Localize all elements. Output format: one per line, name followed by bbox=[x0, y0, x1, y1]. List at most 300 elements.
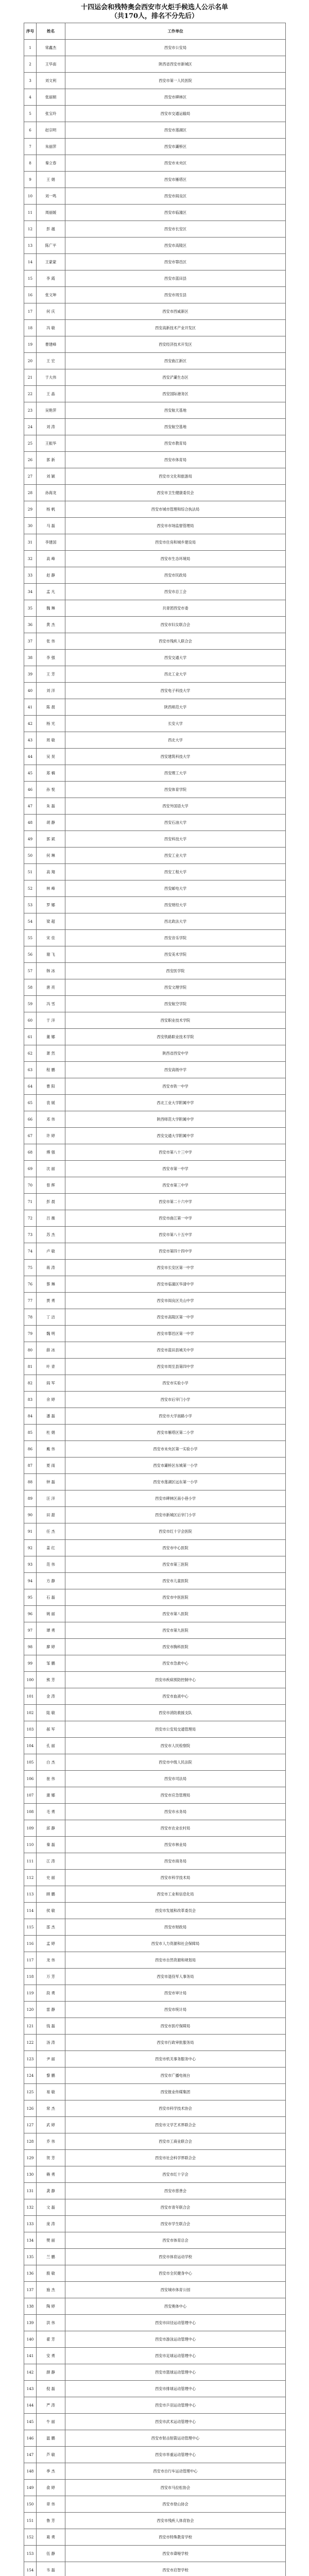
cell-name: 汪 洋 bbox=[37, 1490, 65, 1507]
table-row bbox=[24, 2084, 286, 2100]
cell-unit: 西安市雁塔区第二小学 bbox=[65, 1425, 286, 1441]
cell-name: 胡 静 bbox=[37, 815, 65, 831]
cell-name: 彭 越 bbox=[37, 221, 65, 238]
cell-seq: 25 bbox=[24, 435, 37, 452]
table-row bbox=[24, 1606, 286, 1622]
cell-unit: 西安市自然资源和规划局 bbox=[65, 1952, 286, 1969]
cell-seq: 113 bbox=[24, 1886, 37, 1903]
table-row bbox=[24, 2414, 286, 2430]
cell-name: 朱丽萍 bbox=[37, 139, 65, 155]
cell-name: 金 涛 bbox=[37, 1688, 65, 1705]
cell-name: 李 霞 bbox=[37, 270, 65, 287]
table-row bbox=[24, 1177, 286, 1194]
cell-unit: 西安市总工会 bbox=[65, 584, 286, 600]
cell-seq: 143 bbox=[24, 2381, 37, 2397]
cell-name: 卢 敏 bbox=[37, 1243, 65, 1260]
cell-seq: 65 bbox=[24, 1095, 37, 1111]
cell-seq: 28 bbox=[24, 485, 37, 501]
cell-unit: 西安建筑科技大学 bbox=[65, 749, 286, 765]
table-row bbox=[24, 2430, 286, 2447]
cell-name: 江 涛 bbox=[37, 1853, 65, 1870]
cell-seq: 5 bbox=[24, 106, 37, 122]
cell-seq: 76 bbox=[24, 1276, 37, 1293]
cell-unit: 西安理工大学 bbox=[65, 765, 286, 782]
cell-seq: 124 bbox=[24, 2067, 37, 2084]
cell-name: 王 宏 bbox=[37, 353, 65, 369]
cell-seq: 53 bbox=[24, 897, 37, 913]
table-row bbox=[24, 683, 286, 699]
cell-seq: 121 bbox=[24, 2018, 37, 2035]
cell-seq: 67 bbox=[24, 1128, 37, 1144]
cell-seq: 64 bbox=[24, 1078, 37, 1095]
cell-seq: 2 bbox=[24, 56, 37, 73]
table-row bbox=[24, 897, 286, 913]
cell-seq: 9 bbox=[24, 172, 37, 188]
table-row bbox=[24, 2100, 286, 2117]
cell-name: 季 杰 bbox=[37, 2463, 65, 2480]
cell-unit: 西安市特殊教育学校 bbox=[65, 2529, 286, 2546]
cell-name: 周 敏 bbox=[37, 732, 65, 749]
cell-name: 萧 然 bbox=[37, 1045, 65, 1062]
cell-name: 朱 磊 bbox=[37, 798, 65, 815]
table-row bbox=[24, 1919, 286, 1936]
table-row bbox=[24, 2496, 286, 2513]
table-row bbox=[24, 73, 286, 89]
cell-name: 方 静 bbox=[37, 1573, 65, 1589]
cell-name: 康 娜 bbox=[37, 1787, 65, 1804]
cell-unit: 西安市临潼区华清中学 bbox=[65, 1276, 286, 1293]
cell-name: 吴艳萍 bbox=[37, 402, 65, 419]
cell-name: 王华南 bbox=[37, 56, 65, 73]
table-row bbox=[24, 1523, 286, 1540]
cell-unit: 西安国际港务区 bbox=[65, 386, 286, 402]
cell-unit: 西安市第三中学 bbox=[65, 1177, 286, 1194]
cell-unit: 西安市城市管理和综合执法局 bbox=[65, 501, 286, 518]
cell-unit: 西安市妇女联合会 bbox=[65, 617, 286, 633]
cell-seq: 98 bbox=[24, 1639, 37, 1655]
table-row bbox=[24, 1425, 286, 1441]
cell-seq: 136 bbox=[24, 2265, 37, 2282]
table-row bbox=[24, 402, 286, 419]
table-row bbox=[24, 2480, 286, 2496]
table-row bbox=[24, 1095, 286, 1111]
cell-unit: 西安市教育局 bbox=[65, 435, 286, 452]
cell-name: 彭 晨 bbox=[37, 1194, 65, 1210]
cell-seq: 147 bbox=[24, 2447, 37, 2463]
table-row bbox=[24, 139, 286, 155]
table-row bbox=[24, 1589, 286, 1606]
cell-seq: 61 bbox=[24, 1029, 37, 1045]
cell-seq: 20 bbox=[24, 353, 37, 369]
table-row bbox=[24, 1705, 286, 1721]
cell-unit: 西安市实验小学 bbox=[65, 1375, 286, 1392]
cell-seq: 129 bbox=[24, 2150, 37, 2166]
cell-unit: 西安市聋哑学校 bbox=[65, 2546, 286, 2562]
cell-unit: 西安市体育局 bbox=[65, 452, 286, 468]
cell-unit: 西安市登山协会 bbox=[65, 2496, 286, 2513]
cell-unit: 西安市林业局 bbox=[65, 1837, 286, 1853]
table-row bbox=[24, 567, 286, 584]
cell-seq: 80 bbox=[24, 1342, 37, 1359]
table-row bbox=[24, 2529, 286, 2546]
cell-name: 潘 磊 bbox=[37, 1408, 65, 1425]
cell-unit: 西安市中心医院 bbox=[65, 1540, 286, 1556]
cell-seq: 72 bbox=[24, 1210, 37, 1227]
header-name: 姓名 bbox=[37, 23, 65, 40]
cell-name: 张丽娟 bbox=[37, 89, 65, 106]
table-row bbox=[24, 749, 286, 765]
document-title bbox=[0, 0, 309, 21]
table-row bbox=[24, 1853, 286, 1870]
cell-unit: 西安市莲湖区远东第一小学 bbox=[65, 1474, 286, 1490]
table-row bbox=[24, 485, 286, 501]
table-header-row bbox=[24, 23, 286, 40]
table-row bbox=[24, 1672, 286, 1688]
cell-seq: 36 bbox=[24, 617, 37, 633]
table-row bbox=[24, 2199, 286, 2216]
cell-seq: 79 bbox=[24, 1326, 37, 1342]
table-row bbox=[24, 1886, 286, 1903]
table-row bbox=[24, 1556, 286, 1573]
cell-unit: 西安高新技术产业开发区 bbox=[65, 320, 286, 336]
cell-name: 任 杰 bbox=[37, 1523, 65, 1540]
table-row bbox=[24, 2463, 286, 2480]
table-row bbox=[24, 270, 286, 287]
cell-seq: 142 bbox=[24, 2364, 37, 2381]
cell-unit: 西安市财政局 bbox=[65, 1919, 286, 1936]
cell-seq: 135 bbox=[24, 2249, 37, 2265]
cell-name: 熊 芳 bbox=[37, 1672, 65, 1688]
cell-seq: 145 bbox=[24, 2414, 37, 2430]
cell-name: 于 洋 bbox=[37, 1012, 65, 1029]
cell-seq: 96 bbox=[24, 1606, 37, 1622]
cell-seq: 66 bbox=[24, 1111, 37, 1128]
cell-unit: 西安市未央区 bbox=[65, 155, 286, 172]
table-row bbox=[24, 1458, 286, 1474]
cell-unit: 西安市射击射箭运动管理中心 bbox=[65, 2430, 286, 2447]
table-row bbox=[24, 551, 286, 567]
cell-name: 赵宗明 bbox=[37, 122, 65, 139]
cell-name: 沈 丽 bbox=[37, 1161, 65, 1177]
cell-unit: 西安市退役军人事务局 bbox=[65, 1969, 286, 1985]
table-row bbox=[24, 946, 286, 963]
cell-seq: 44 bbox=[24, 749, 37, 765]
cell-unit: 西安美术学院 bbox=[65, 946, 286, 963]
table-row bbox=[24, 1507, 286, 1523]
table-row bbox=[24, 1375, 286, 1392]
cell-name: 石 磊 bbox=[37, 1589, 65, 1606]
cell-seq: 117 bbox=[24, 1952, 37, 1969]
cell-seq: 150 bbox=[24, 2496, 37, 2513]
cell-unit: 西安工业大学 bbox=[65, 848, 286, 864]
cell-unit: 西安外国语大学 bbox=[65, 798, 286, 815]
cell-name: 冯 敏 bbox=[37, 320, 65, 336]
cell-name: 苏 杰 bbox=[37, 1227, 65, 1243]
cell-seq: 14 bbox=[24, 254, 37, 270]
cell-unit: 西安市残疾人联合会 bbox=[65, 633, 286, 650]
table-row bbox=[24, 1309, 286, 1326]
cell-name: 许 婷 bbox=[37, 1128, 65, 1144]
table-row bbox=[24, 1276, 286, 1293]
cell-name: 高 翔 bbox=[37, 864, 65, 880]
table-row bbox=[24, 2150, 286, 2166]
cell-unit: 西安市体育运动学校 bbox=[65, 2249, 286, 2265]
cell-seq: 137 bbox=[24, 2282, 37, 2298]
table-row bbox=[24, 1540, 286, 1556]
cell-unit: 西安市足球运动管理中心 bbox=[65, 2348, 286, 2364]
table-row bbox=[24, 1639, 286, 1655]
cell-name: 孟 凡 bbox=[37, 584, 65, 600]
cell-unit: 西安市第一中学 bbox=[65, 1161, 286, 1177]
table-row bbox=[24, 1045, 286, 1062]
cell-seq: 24 bbox=[24, 419, 37, 435]
cell-seq: 55 bbox=[24, 930, 37, 946]
cell-seq: 33 bbox=[24, 567, 37, 584]
cell-unit: 陕西师范大学 bbox=[65, 699, 286, 716]
table-row bbox=[24, 1194, 286, 1210]
cell-unit: 西安医学院 bbox=[65, 963, 286, 979]
table-row bbox=[24, 419, 286, 435]
cell-seq: 99 bbox=[24, 1655, 37, 1672]
cell-unit: 西安市科学技术协会 bbox=[65, 2100, 286, 2117]
cell-unit: 西安市卫生健康委员会 bbox=[65, 485, 286, 501]
cell-seq: 106 bbox=[24, 1771, 37, 1787]
cell-name: 崔 伟 bbox=[37, 1771, 65, 1787]
cell-seq: 110 bbox=[24, 1837, 37, 1853]
table-row bbox=[24, 1342, 286, 1359]
cell-unit: 西安市消防救援支队 bbox=[65, 1705, 286, 1721]
table-row bbox=[24, 782, 286, 798]
title-line-2: （共170人，排名不分先后） bbox=[110, 12, 199, 20]
table-row bbox=[24, 56, 286, 73]
cell-unit: 陕西师范大学附属中学 bbox=[65, 1111, 286, 1128]
cell-name: 吕 薇 bbox=[37, 1210, 65, 1227]
table-row bbox=[24, 2249, 286, 2265]
cell-unit: 西安市科学技术局 bbox=[65, 1870, 286, 1886]
cell-unit: 西安市马拉松协会 bbox=[65, 2480, 286, 2496]
cell-seq: 144 bbox=[24, 2397, 37, 2414]
cell-name: 孙海龙 bbox=[37, 485, 65, 501]
cell-unit: 西安市灞桥区东城第一小学 bbox=[65, 1458, 286, 1474]
cell-unit: 西安市机关事务服务中心 bbox=[65, 2051, 286, 2067]
cell-seq: 107 bbox=[24, 1787, 37, 1804]
cell-name: 段 勇 bbox=[37, 1985, 65, 2002]
cell-name: 邵 杰 bbox=[37, 1919, 65, 1936]
cell-name: 邹 鹏 bbox=[37, 1655, 65, 1672]
table-row bbox=[24, 353, 286, 369]
cell-seq: 47 bbox=[24, 798, 37, 815]
cell-seq: 71 bbox=[24, 1194, 37, 1210]
cell-unit: 西安市未央区第一实验小学 bbox=[65, 1441, 286, 1458]
cell-name: 洪 伟 bbox=[37, 2315, 65, 2331]
cell-name: 刘 洋 bbox=[37, 683, 65, 699]
cell-name: 秦立春 bbox=[37, 155, 65, 172]
cell-unit: 西安市第一人民医院 bbox=[65, 73, 286, 89]
cell-unit: 西安经济技术开发区 bbox=[65, 336, 286, 353]
cell-unit: 西安市自行车运动管理中心 bbox=[65, 2463, 286, 2480]
cell-name: 廖 婷 bbox=[37, 1639, 65, 1655]
cell-seq: 7 bbox=[24, 139, 37, 155]
cell-seq: 104 bbox=[24, 1738, 37, 1754]
table-row bbox=[24, 89, 286, 106]
table-row bbox=[24, 2298, 286, 2315]
cell-name: 葛 勇 bbox=[37, 2529, 65, 2546]
cell-seq: 51 bbox=[24, 864, 37, 880]
cell-name: 杨 光 bbox=[37, 716, 65, 732]
table-row bbox=[24, 996, 286, 1012]
cell-seq: 39 bbox=[24, 666, 37, 683]
table-row bbox=[24, 1754, 286, 1771]
cell-unit: 西安市医疗保障局 bbox=[65, 2018, 286, 2035]
cell-seq: 81 bbox=[24, 1359, 37, 1375]
table-row bbox=[24, 2018, 286, 2035]
cell-name: 兰 鹏 bbox=[37, 2249, 65, 2265]
cell-name: 范 伟 bbox=[37, 1556, 65, 1573]
cell-seq: 92 bbox=[24, 1540, 37, 1556]
cell-unit: 西安市审计局 bbox=[65, 1985, 286, 2002]
cell-seq: 10 bbox=[24, 188, 37, 205]
cell-name: 梁 超 bbox=[37, 913, 65, 930]
title-line-1: 十四运会和残特奥会西安市火炬手候选人公示名单 bbox=[80, 4, 228, 11]
cell-seq: 19 bbox=[24, 336, 37, 353]
cell-unit: 西安市市场监督管理局 bbox=[65, 518, 286, 534]
cell-unit: 西安电子科技大学 bbox=[65, 683, 286, 699]
cell-unit: 西安市大学南路小学 bbox=[65, 1408, 286, 1425]
table-row bbox=[24, 1721, 286, 1738]
cell-name: 丁 洁 bbox=[37, 1309, 65, 1326]
cell-unit: 西安市田径运动管理中心 bbox=[65, 2315, 286, 2331]
cell-name: 顾 鹏 bbox=[37, 1886, 65, 1903]
cell-name: 赵 静 bbox=[37, 567, 65, 584]
table-row bbox=[24, 1804, 286, 1820]
cell-unit: 西安市第八十三中学 bbox=[65, 1144, 286, 1161]
table-row bbox=[24, 1771, 286, 1787]
cell-name: 王 娟 bbox=[37, 172, 65, 188]
cell-name: 龚 静 bbox=[37, 2183, 65, 2199]
cell-name: 邓 伟 bbox=[37, 1111, 65, 1128]
cell-seq: 84 bbox=[24, 1408, 37, 1425]
cell-name: 叶 青 bbox=[37, 1359, 65, 1375]
cell-unit: 西安市铁一中学 bbox=[65, 1078, 286, 1095]
cell-unit: 西安市后宰门小学 bbox=[65, 1392, 286, 1408]
cell-seq: 123 bbox=[24, 2051, 37, 2067]
table-row bbox=[24, 534, 286, 551]
cell-name: 王振华 bbox=[37, 435, 65, 452]
cell-unit: 西安市司法局 bbox=[65, 1771, 286, 1787]
cell-name: 刘 颖 bbox=[37, 468, 65, 485]
table-row bbox=[24, 633, 286, 650]
table-row bbox=[24, 320, 286, 336]
table-row bbox=[24, 1243, 286, 1260]
cell-unit: 西安报业传媒集团 bbox=[65, 2084, 286, 2100]
table-row bbox=[24, 765, 286, 782]
cell-unit: 西安市阎良区关山中学 bbox=[65, 1293, 286, 1309]
cell-name: 蒋 涛 bbox=[37, 1260, 65, 1276]
cell-unit: 西安市乒羽运动管理中心 bbox=[65, 2397, 286, 2414]
cell-seq: 127 bbox=[24, 2117, 37, 2133]
cell-name: 龙 伟 bbox=[37, 1952, 65, 1969]
cell-seq: 13 bbox=[24, 238, 37, 254]
cell-seq: 52 bbox=[24, 880, 37, 897]
cell-unit: 西安市中级人民法院 bbox=[65, 1754, 286, 1771]
cell-seq: 83 bbox=[24, 1392, 37, 1408]
cell-unit: 西安市启智学校 bbox=[65, 2562, 286, 2576]
cell-unit: 西安市人民检察院 bbox=[65, 1738, 286, 1754]
cell-name: 史 丽 bbox=[37, 1870, 65, 1886]
cell-seq: 12 bbox=[24, 221, 37, 238]
cell-name: 钱 磊 bbox=[37, 2018, 65, 2035]
cell-name: 林 峰 bbox=[37, 880, 65, 897]
cell-name: 黎 鹏 bbox=[37, 2067, 65, 2084]
cell-seq: 37 bbox=[24, 633, 37, 650]
cell-unit: 西安市农业农村局 bbox=[65, 1820, 286, 1837]
cell-name: 武 婷 bbox=[37, 2117, 65, 2133]
cell-name: 唐 亮 bbox=[37, 979, 65, 996]
cell-seq: 6 bbox=[24, 122, 37, 139]
cell-name: 陈 晨 bbox=[37, 699, 65, 716]
cell-seq: 56 bbox=[24, 946, 37, 963]
cell-name: 吴 昊 bbox=[37, 749, 65, 765]
table-row bbox=[24, 2397, 286, 2414]
cell-name: 牛 丽 bbox=[37, 2414, 65, 2430]
cell-name: 郝 军 bbox=[37, 1721, 65, 1738]
cell-name: 黄 杰 bbox=[37, 617, 65, 633]
table-row bbox=[24, 188, 286, 205]
cell-seq: 22 bbox=[24, 386, 37, 402]
cell-seq: 102 bbox=[24, 1705, 37, 1721]
table-row bbox=[24, 2447, 286, 2463]
table-row bbox=[24, 666, 286, 683]
cell-unit: 西安市阎良区 bbox=[65, 188, 286, 205]
cell-unit: 西安市文化和旅游局 bbox=[65, 468, 286, 485]
cell-seq: 153 bbox=[24, 2546, 37, 2562]
table-row bbox=[24, 1655, 286, 1672]
cell-name: 白 杰 bbox=[37, 1754, 65, 1771]
table-row bbox=[24, 1111, 286, 1128]
cell-seq: 141 bbox=[24, 2348, 37, 2364]
table-row bbox=[24, 1985, 286, 2002]
cell-name: 谢 飞 bbox=[37, 946, 65, 963]
cell-seq: 115 bbox=[24, 1919, 37, 1936]
table-row bbox=[24, 1474, 286, 1490]
table-row bbox=[24, 1820, 286, 1837]
cell-unit: 西安城市体育公园 bbox=[65, 2282, 286, 2298]
table-row bbox=[24, 2315, 286, 2331]
table-row bbox=[24, 122, 286, 139]
cell-seq: 43 bbox=[24, 732, 37, 749]
cell-seq: 74 bbox=[24, 1243, 37, 1260]
cell-name: 易 敏 bbox=[37, 2084, 65, 2100]
cell-name: 陆 敏 bbox=[37, 1705, 65, 1721]
cell-seq: 108 bbox=[24, 1804, 37, 1820]
cell-unit: 西安市长安区 bbox=[65, 221, 286, 238]
table-row bbox=[24, 1441, 286, 1458]
cell-seq: 38 bbox=[24, 650, 37, 666]
table-body bbox=[24, 40, 286, 2576]
cell-name: 周丽媛 bbox=[37, 205, 65, 221]
table-row bbox=[24, 2183, 286, 2199]
table-row bbox=[24, 1688, 286, 1705]
cell-seq: 87 bbox=[24, 1458, 37, 1474]
cell-unit: 西安邮电大学 bbox=[65, 880, 286, 897]
cell-name: 芦 敏 bbox=[37, 2447, 65, 2463]
cell-name: 张 伟 bbox=[37, 633, 65, 650]
table-row bbox=[24, 1029, 286, 1045]
cell-seq: 40 bbox=[24, 683, 37, 699]
cell-unit: 西安市第八医院 bbox=[65, 1606, 286, 1622]
cell-name: 罗 娜 bbox=[37, 897, 65, 913]
table-row bbox=[24, 1490, 286, 1507]
